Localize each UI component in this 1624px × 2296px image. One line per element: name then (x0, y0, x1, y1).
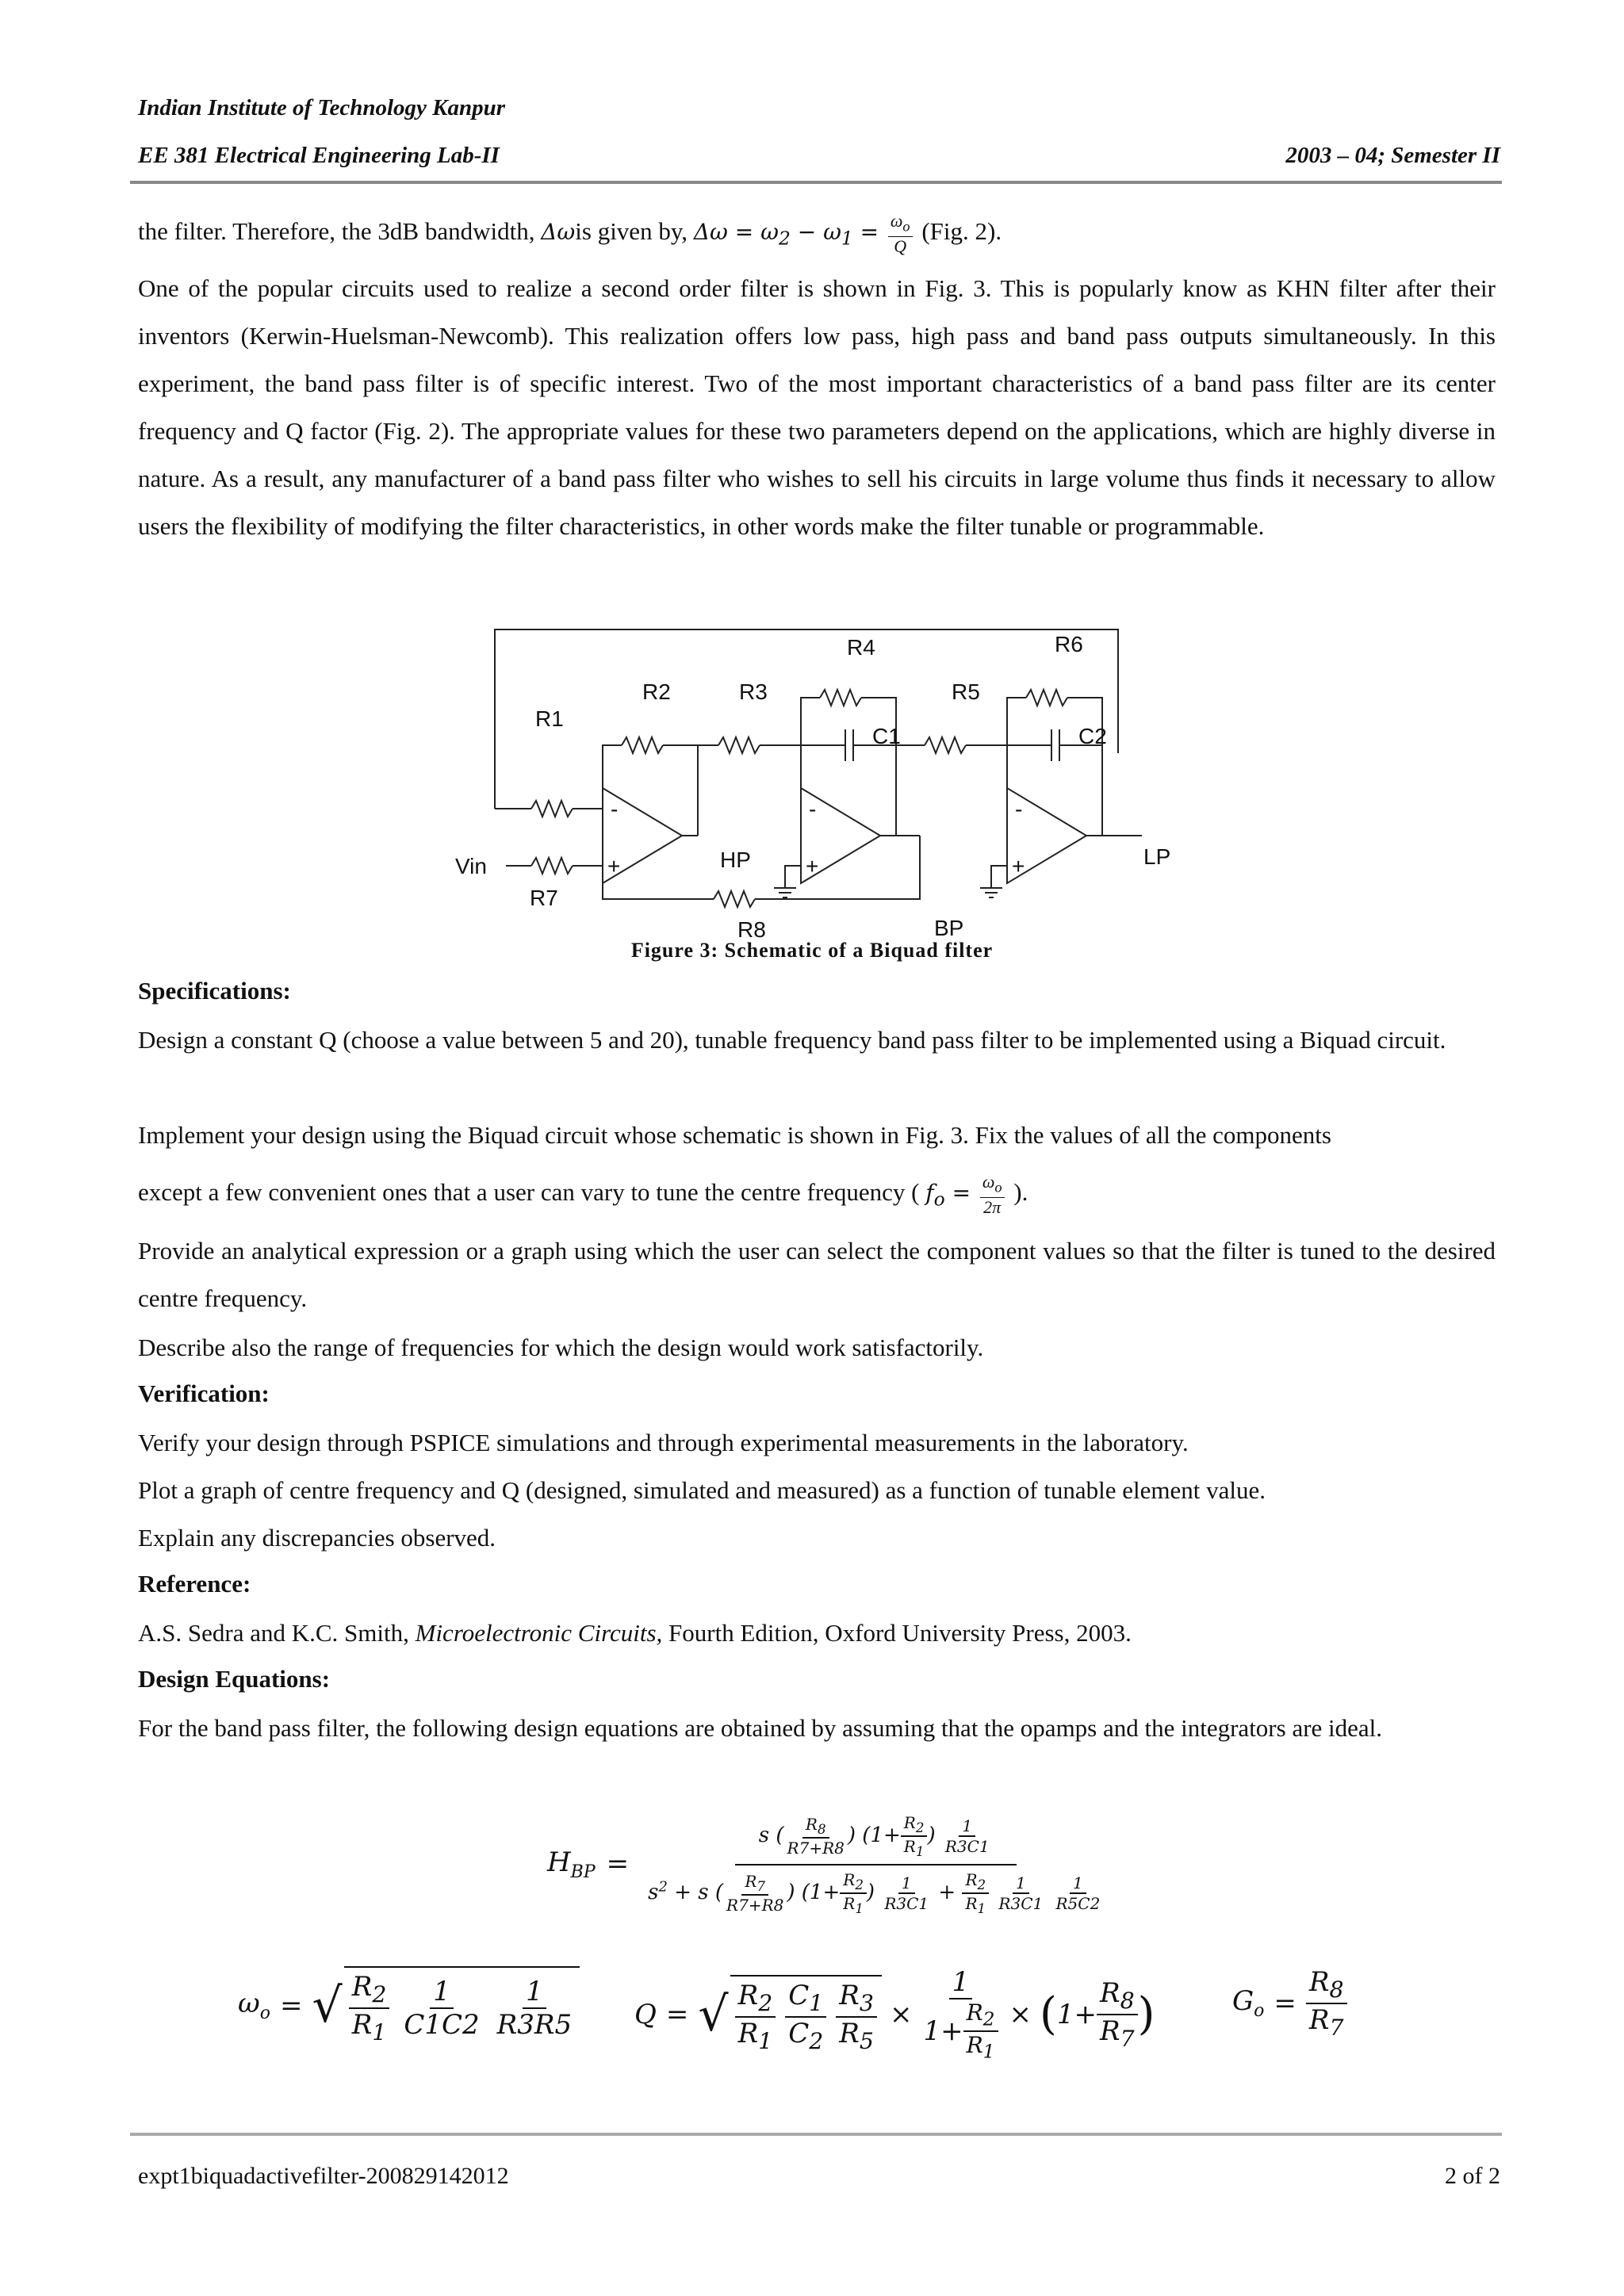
q-inner-r1: R (966, 2031, 983, 2058)
label-vin: Vin (455, 854, 487, 878)
d-plus2: + (938, 1881, 956, 1904)
q-c2: C (788, 2017, 810, 2049)
sqrt-sign-1: √ (312, 1977, 343, 2034)
design-paragraph: For the band pass filter, the following design equations are obtained by assuming that the opamps and the integrators are ideal. (138, 1714, 1383, 1742)
verification-paragraph-3: Explain any discrepancies observed. (138, 1524, 496, 1552)
q-times1: × (889, 1998, 913, 2030)
label-hp: HP (720, 848, 751, 872)
omega-over-q-fraction (888, 212, 913, 255)
fo-eq: = (944, 1180, 971, 1206)
intro-prefix: the filter. Therefore, the 3dB bandwidth, (138, 217, 535, 245)
q-r2: R (737, 1979, 759, 2011)
omega-equals: = (279, 1989, 303, 2022)
n-r1: R (903, 1837, 916, 1856)
frac-den: Q (894, 235, 907, 256)
bw-minus: − ω (790, 219, 841, 245)
w-r2: R (351, 1971, 373, 2003)
n-r2: R (903, 1813, 916, 1832)
label-r3: R3 (739, 679, 768, 704)
label-bp: BP (934, 916, 964, 940)
w-r1: R (351, 2008, 373, 2041)
d-r1: R (843, 1894, 856, 1913)
q-c2s: 2 (809, 2027, 824, 2054)
label-r6: R6 (1055, 632, 1083, 656)
q-one-over (920, 1966, 1001, 2062)
q-r1s: 1 (758, 2027, 773, 2054)
footer-page-number: 2 of 2 (1445, 2163, 1500, 2189)
fo-sub: o (933, 1188, 945, 1211)
q-r8s: 8 (1120, 1987, 1135, 2014)
d-r7r8: R7+R8 (726, 1896, 784, 1915)
w-r1s: 1 (372, 2019, 387, 2045)
w-c1c2: C1C2 (404, 2008, 480, 2041)
spec-paragraph-1: Design a constant Q (choose a value between 5 and 20), tunable frequency band pass filter to be implemented using a Biquad circuit. (138, 1026, 1446, 1054)
bw-equals: = (852, 219, 879, 245)
n-r8: R (805, 1815, 818, 1834)
intro-line (138, 208, 1496, 262)
label-r2: R2 (642, 679, 671, 704)
n-one: 1 (959, 1816, 975, 1837)
header-divider (130, 181, 1502, 184)
verification-paragraph-2: Plot a graph of centre frequency and Q (designed, simulated and measured) as a function of tunable element value. (138, 1476, 1266, 1504)
label-r4: R4 (847, 635, 875, 660)
fo-symbol (925, 1180, 971, 1211)
opamp1-minus: - (611, 797, 619, 821)
hbp-denominator: $s^2 + s$ ( $\frac{R_7}{R7+R8}$ ) (1+ $\frac{R_2}{R_1}$ ) $\frac{1}{R3C1}$ + $\frac{R_2}{R_1}$ $\frac{1}{R3C1}$ $\frac{1}{R5C2}$ (640, 1866, 1111, 1916)
sqrt-sign-2: √ (698, 1986, 729, 2042)
omega-sub: o (259, 2003, 270, 2024)
q-inner-r2: R (966, 1999, 983, 2026)
q-c1: C (788, 1979, 810, 2011)
design-heading: Design Equations: (138, 1665, 331, 1693)
d-one2: 1 (1013, 1873, 1029, 1894)
fo-num-sub: o (994, 1179, 1002, 1196)
q-r7: R (1099, 2015, 1120, 2047)
omega-equation (238, 1966, 580, 2045)
label-lp: LP (1143, 844, 1171, 869)
d-s: s (698, 1881, 709, 1904)
frac-num-sub: o (902, 218, 910, 235)
q-r3s: 3 (859, 1989, 874, 2016)
opamp2-minus: - (809, 797, 817, 821)
hbp-lhs (547, 1846, 596, 1882)
d-one3: 1 (1070, 1873, 1086, 1894)
d-sq: 2 (658, 1878, 668, 1896)
q-inner-r2s: 2 (982, 2007, 995, 2030)
q-equation (634, 1966, 1155, 2062)
fo-letter: f (925, 1180, 934, 1206)
label-c1: C1 (872, 724, 901, 748)
gain-equation (1232, 1966, 1347, 2041)
hbp-numerator: s ( $\frac{R_8}{R7+R8}$ ) (1+ $\frac{R_2}{R_1}$ ) $\frac{1}{R3C1}$ (735, 1812, 1017, 1866)
header-session: 2003 – 04; Semester II (1285, 143, 1500, 168)
spec-paragraph-3 (138, 1169, 1496, 1223)
reference-heading: Reference: (138, 1570, 251, 1598)
verification-paragraph-1: Verify your design through PSPICE simulations and through experimental measurements in the laboratory. (138, 1429, 1189, 1456)
g-r7: R (1308, 2003, 1330, 2036)
d-r7s: 7 (756, 1879, 766, 1894)
q-r1: R (737, 2017, 759, 2049)
q-r5: R (839, 2017, 860, 2049)
specifications-heading: Specifications: (138, 977, 291, 1004)
g-r7s: 7 (1329, 2014, 1344, 2041)
n-r3c1: R3C1 (944, 1837, 990, 1856)
spec-p3-prefix: except a few convenient ones that a user can vary to tune the centre frequency ( (138, 1178, 920, 1206)
bandwidth-equation (693, 219, 879, 250)
q-r5s: 5 (859, 2027, 874, 2054)
d-r2s: 2 (855, 1877, 864, 1892)
q-oneplus: 1+ (923, 2015, 963, 2047)
delta-omega-symbol: Δω (541, 219, 576, 245)
d-s2: s (648, 1881, 659, 1904)
frac-num: ω (890, 211, 903, 232)
g-sub: o (1254, 2001, 1265, 2022)
d-oneplus: 1+ (809, 1881, 841, 1904)
fo-den: 2π (983, 1196, 1002, 1217)
n-r7r8: R7+R8 (787, 1839, 845, 1858)
hbp-equation (547, 1812, 1111, 1916)
q-r2s: 2 (758, 1989, 773, 2016)
g-equals: = (1274, 1987, 1297, 2019)
label-r1: R1 (535, 706, 564, 731)
w-one2: 1 (523, 1976, 546, 2009)
bw-eq-a: Δω = ω (693, 219, 779, 245)
opamp3-plus: + (1012, 854, 1025, 878)
d-plus1: + (674, 1881, 691, 1904)
hbp-h: H (547, 1846, 571, 1878)
header-course: EE 381 Electrical Engineering Lab-II (138, 143, 500, 168)
spec-p3-suffix: ). (1013, 1178, 1028, 1206)
w-r3r5: R3R5 (496, 2008, 573, 2041)
reference-rest: Fourth Edition, Oxford University Press, 2003. (662, 1619, 1132, 1647)
bw-sub1: 1 (841, 227, 853, 250)
hbp-sub: BP (570, 1862, 596, 1882)
omega-symbol: ω (238, 1988, 260, 2020)
hbp-fraction (640, 1812, 1111, 1916)
q-r3: R (839, 1979, 860, 2011)
w-r2s: 2 (372, 1980, 387, 2007)
q-r7s: 7 (1120, 2025, 1135, 2052)
n-r8s: 8 (817, 1822, 826, 1837)
d-r1bs: 1 (977, 1901, 986, 1916)
intro-is-given: is given by, (575, 217, 688, 245)
label-r7: R7 (530, 886, 558, 910)
w-one1: 1 (430, 1976, 454, 2009)
q-times2: × (1009, 1998, 1032, 2030)
d-r2: R (843, 1870, 856, 1889)
d-r1s: 1 (855, 1901, 864, 1916)
omega-over-2pi (980, 1173, 1005, 1216)
q-paren-close: ) (1137, 1988, 1155, 2041)
n-oneplus: 1+ (870, 1823, 901, 1847)
khn-paragraph: One of the popular circuits used to realize a second order filter is shown in Fig. 3. This is popularly know as KHN filter after their inventors (Kerwin-Huelsman-Newcomb). This realization offers low pass, high pass and band pass outputs simultaneously. In this experiment, the band pass filter is of specific interest. Two of the most important characteristics of a band pass filter are its center frequency and Q factor (Fig. 2). The appropriate values for these two parameters depend on the applications, which are highly diverse in nature. As a result, any manufacturer of a band pass filter who wishes to sell his circuits in large volume thus finds it necessary to allow users the flexibility of modifying the filter characteristics, in other words make the filter tunable or programmable. (138, 274, 1496, 540)
figure-caption: Figure 3: Schematic of a Biquad filter (630, 939, 994, 962)
d-r3c1a: R3C1 (884, 1894, 929, 1913)
g-r8s: 8 (1329, 1976, 1344, 2003)
q-oneplus2: 1+ (1056, 1998, 1097, 2030)
q-paren-open: ( (1040, 1988, 1057, 2041)
g-symbol: G (1232, 1985, 1254, 2018)
reference-title: Microelectronic Circuits, (415, 1619, 663, 1647)
d-r3c1b: R3C1 (998, 1894, 1044, 1913)
reference-authors: A.S. Sedra and K.C. Smith, (138, 1619, 416, 1647)
biquad-schematic (444, 618, 1205, 942)
q-one: 1 (949, 1966, 973, 1999)
d-one1: 1 (898, 1873, 915, 1894)
d-r7: R (745, 1872, 757, 1891)
d-r5c2: R5C2 (1055, 1894, 1101, 1913)
verification-heading: Verification: (138, 1380, 270, 1407)
spec-paragraph-4: Provide an analytical expression or a graph using which the user can select the component values so that the filter is tuned to the desired centre frequency. (138, 1237, 1496, 1312)
spec-paragraph-5: Describe also the range of frequencies for which the design would work satisfactorily. (138, 1334, 984, 1361)
q-equals: = (665, 1998, 689, 2030)
g-r8: R (1308, 1966, 1330, 1998)
n-r1s: 1 (915, 1844, 925, 1859)
n-r2s: 2 (915, 1820, 925, 1835)
header-institute: Indian Institute of Technology Kanpur (138, 95, 506, 121)
opamp1-plus: + (607, 854, 621, 878)
opamp3-minus: - (1015, 797, 1023, 821)
bw-sub2: 2 (778, 227, 791, 250)
label-r8: R8 (737, 917, 766, 942)
d-r2bs: 2 (977, 1877, 986, 1892)
q-inner-r1s: 1 (982, 2040, 995, 2063)
q-r8: R (1099, 1976, 1120, 2009)
fig-ref: (Fig. 2). (921, 217, 1002, 245)
q-c1s: 1 (809, 1989, 824, 2016)
omega-radicand (344, 1966, 580, 2045)
reference-entry (138, 1609, 1496, 1657)
label-c2: C2 (1078, 724, 1107, 748)
q-radicand (730, 1975, 882, 2054)
hbp-equals: = (606, 1848, 630, 1880)
fo-num: ω (982, 1172, 995, 1192)
q-symbol: Q (634, 1998, 657, 2030)
num-s: s (758, 1823, 770, 1847)
label-r5: R5 (952, 679, 980, 704)
d-r1b: R (965, 1894, 978, 1913)
footer-doc-id: expt1biquadactivefilter-200829142012 (138, 2163, 509, 2189)
spec-paragraph-2: Implement your design using the Biquad circuit whose schematic is shown in Fig. 3. Fix the values of all the components (138, 1121, 1331, 1149)
d-r2b: R (965, 1870, 978, 1889)
opamp2-plus: + (806, 854, 819, 878)
footer-divider (130, 2133, 1502, 2136)
